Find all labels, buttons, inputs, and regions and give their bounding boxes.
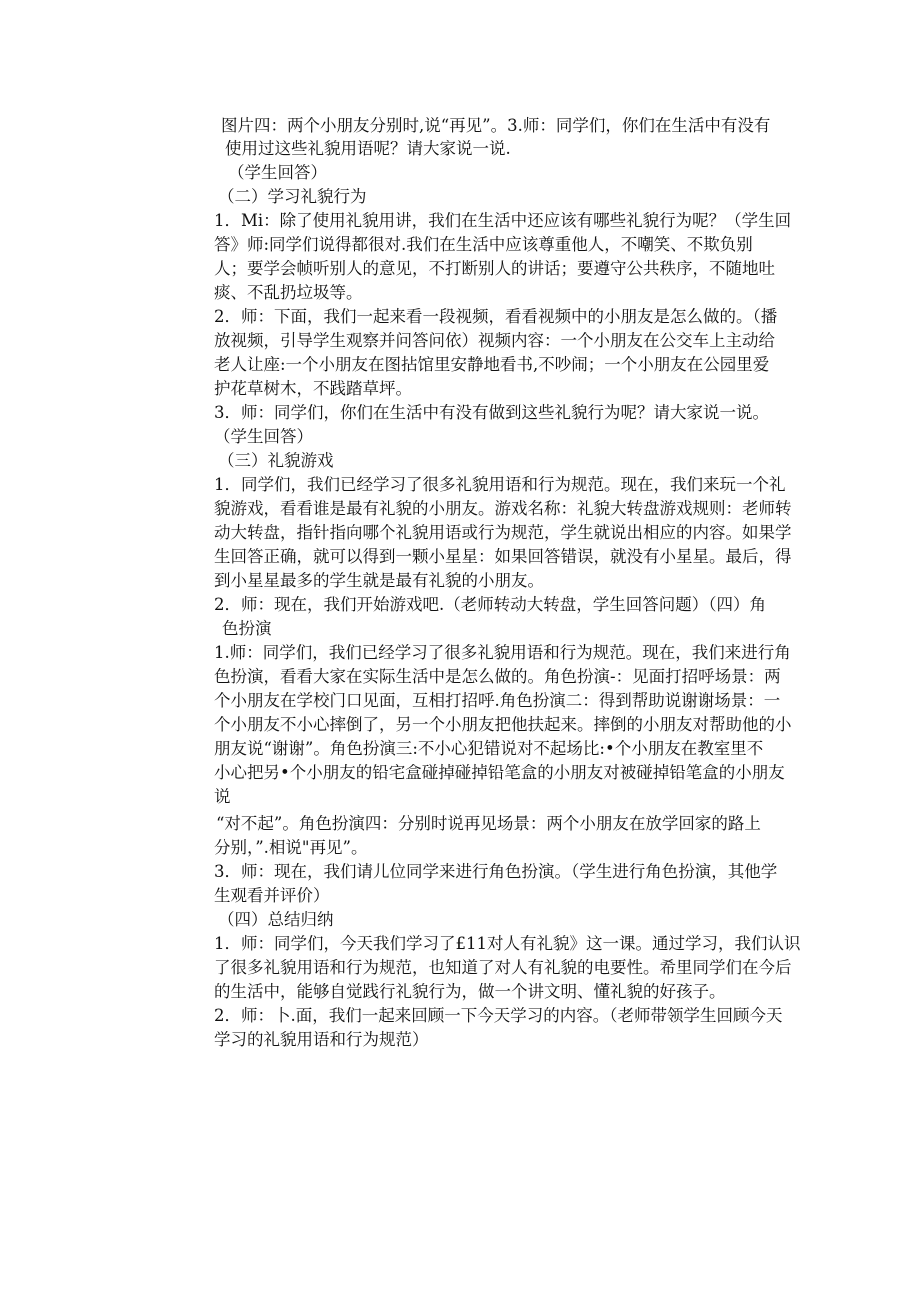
text-line: 生观看并评价） (214, 886, 330, 905)
text-line: 朋友说“谢谢”。角色扮演三:不小心犯错说对不起场比:•个小朋友在教室里不 (214, 739, 764, 758)
text-line: 小心把另•个小朋友的铅宅盒碰掉碰掉铅笔盒的小朋友对被碰掉铅笔盒的小朋友 (214, 763, 785, 782)
text-line: 学习的礼貌用语和行为规范） (214, 1030, 429, 1049)
text-line: 3．师：同学们，你们在生活中有没有做到这些礼貌行为呢？请大家说一说。 (214, 403, 769, 422)
text-line: “对不起”。角色扮演四：分别时说再见场景：两个小朋友在放学回家的路上 (216, 814, 761, 833)
text-line: 的生活中，能够自觉践行礼貌行为，做一个讲文明、懂礼貌的好孩子。 (214, 982, 726, 1001)
text-line: 到小星星最多的学生就是最有礼貌的小朋友。 (214, 571, 544, 590)
text-line: 动大转盘，指针指向哪个礼貌用语或行为规范，学生就说出相应的内容。如果学 (214, 523, 792, 542)
text-line: 2．师：现在，我们开始游戏吧.（老师转动大转盘，学生回答问题）（四）角 (214, 595, 766, 614)
text-line: 2．师：卜.面，我们一起来回顾一下今天学习的内容。（老师带领学生回顾今天 (214, 1006, 783, 1025)
text-line: 说 (214, 787, 231, 806)
text-line: 了很多礼貌用语和行为规范，也知道了对人有礼貌的电要性。希里同学们在今后 (214, 958, 792, 977)
text-line: 放视频，引导学生观察并问答问依）视频内容：一个小朋友在公交车上主动给 (214, 331, 775, 350)
text-line: 色扮演 (222, 619, 272, 638)
text-line: 1．Mi：除了使用礼貌用讲，我们在生活中还应该有哪些礼貌行为呢？（学生回 (214, 211, 792, 230)
text-line: （学生回答） (228, 163, 327, 182)
text-line: 答》师:同学们说得都很对.我们在生活中应该尊重他人，不嘲笑、不欺负别 (214, 235, 753, 254)
text-line: 1.师：同学们，我们已经学习了很多礼貌用语和行为规范。现在，我们来进行角 (214, 643, 791, 662)
section-heading: （三）礼貌游戏 (218, 451, 334, 470)
text-line: 使用过这些礼貌用语呢？请大家说一说. (225, 139, 511, 158)
text-line: 分别，”.相说"再见”。 (214, 838, 368, 857)
text-line: 1．师：同学们，今天我们学习了£11对人有礼貌》这一课。通过学习，我们认识 (214, 934, 801, 953)
text-line: 色扮演，看看大家在实际生活中是怎么做的。角色扮演-：见面打招呼场景：两 (214, 667, 781, 686)
text-line: 老人让座:一个小朋友在图拈馆里安静地看书,不吵闹；一个小朋友在公园里爱 (214, 355, 770, 374)
text-line: （学生回答） (214, 427, 313, 446)
text-line: 生回答正确，就可以得到一颗小星星：如果回答错误，就没有小星星。最后，得 (214, 547, 792, 566)
text-line: 3．师：现在，我们请儿位同学来进行角色扮演。（学生进行角色扮演，其他学 (214, 862, 778, 881)
text-line: 图片四：两个小朋友分别时,说“再见”。3.师：同学们，你们在生活中有没有 (221, 116, 771, 135)
section-heading: （四）总结归纳 (218, 910, 334, 929)
text-line: 貌游戏，看看谁是最有礼貌的小朋友。游戏名称：礼貌大转盘游戏规则：老师转 (214, 499, 792, 518)
text-line: 1．同学们，我们已经学习了很多礼貌用语和行为规范。现在，我们来玩一个礼 (214, 475, 786, 494)
text-line: 2．师：下面，我们一起来看一段视频，看看视频中的小朋友是怎么做的。（播 (214, 307, 778, 326)
text-line: 护花草树木，不践踏草坪。 (214, 379, 412, 398)
text-line: 人；要学会帧听别人的意见，不打断别人的讲话；要遵守公共秩序，不随地吐 (214, 259, 775, 278)
section-heading: （二）学习礼貌行为 (218, 187, 367, 206)
text-line: 个小朋友不小心摔倒了，另一个小朋友把他扶起来。摔倒的小朋友对帮助他的小 (214, 715, 792, 734)
text-line: 痰、不乱扔垃圾等。 (214, 283, 363, 302)
text-line: 个小朋友在学校门口见面，互相打招呼.角色扮演二：得到帮助说谢谢场景：一 (214, 691, 781, 710)
